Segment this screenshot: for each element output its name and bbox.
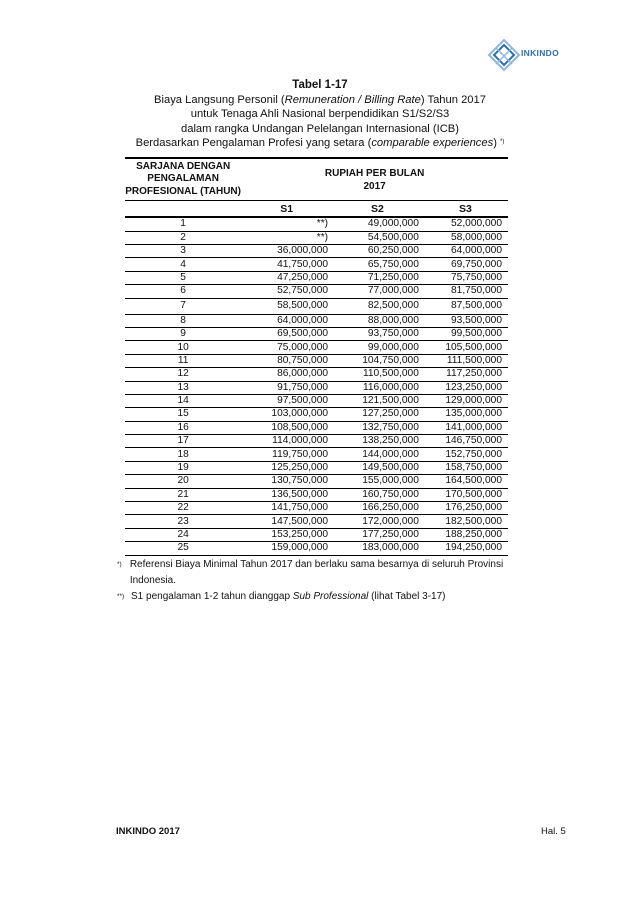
cell-s2: 65,750,000 <box>332 258 423 271</box>
cell-s3: 188,250,000 <box>423 528 508 541</box>
cell-s1: 103,000,000 <box>241 408 332 421</box>
header-rupiah: RUPIAH PER BULAN 2017 <box>241 158 508 201</box>
cell-years: 22 <box>125 502 241 515</box>
table-row <box>125 327 508 340</box>
cell-years: 2 <box>125 231 241 244</box>
cell-s3: 158,750,000 <box>423 461 508 474</box>
footer-org: INKINDO 2017 <box>116 826 180 837</box>
cell-s3: 117,250,000 <box>423 368 508 381</box>
cell-years: 21 <box>125 488 241 501</box>
cell-s1: 64,000,000 <box>241 314 332 327</box>
cell-years: 3 <box>125 245 241 258</box>
table-subheader-row <box>125 201 508 218</box>
table-subtitle-4: Berdasarkan Pengalaman Profesi yang setara (comparable experiences) *) <box>135 137 505 150</box>
table-row <box>125 368 508 381</box>
table-row <box>125 314 508 327</box>
cell-years: 19 <box>125 461 241 474</box>
cell-s2: 60,250,000 <box>332 245 423 258</box>
cell-years: 23 <box>125 515 241 528</box>
table-row <box>125 271 508 284</box>
cell-years: 4 <box>125 258 241 271</box>
cell-s3: 141,000,000 <box>423 421 508 434</box>
cell-s3: 93,500,000 <box>423 314 508 327</box>
cell-s3: 123,250,000 <box>423 381 508 394</box>
table-row <box>125 258 508 271</box>
footnotes <box>117 557 517 605</box>
cell-s3: 64,000,000 <box>423 245 508 258</box>
cell-s2: 104,750,000 <box>332 354 423 367</box>
cell-s2: 71,250,000 <box>332 271 423 284</box>
cell-s1: 125,250,000 <box>241 461 332 474</box>
cell-s2: 166,250,000 <box>332 502 423 515</box>
cell-years: 11 <box>125 354 241 367</box>
cell-years: 14 <box>125 394 241 407</box>
table-row <box>125 245 508 258</box>
cell-s2: 177,250,000 <box>332 528 423 541</box>
rate-table <box>125 157 508 556</box>
cell-s1: 114,000,000 <box>241 435 332 448</box>
cell-years: 7 <box>125 298 241 314</box>
cell-s1: 80,750,000 <box>241 354 332 367</box>
table-row <box>125 435 508 448</box>
table-row <box>125 421 508 434</box>
table-row <box>125 341 508 354</box>
cell-years: 8 <box>125 314 241 327</box>
cell-s2: 116,000,000 <box>332 381 423 394</box>
table-row <box>125 542 508 555</box>
cell-s1: 58,500,000 <box>241 298 332 314</box>
cell-years: 25 <box>125 542 241 555</box>
table-row <box>125 217 508 231</box>
cell-s2: 54,500,000 <box>332 231 423 244</box>
cell-s1: 136,500,000 <box>241 488 332 501</box>
cell-s2: 121,500,000 <box>332 394 423 407</box>
table-row <box>125 408 508 421</box>
table-subtitle-2: untuk Tenaga Ahli Nasional berpendidikan S1/S2/S3 <box>190 108 450 121</box>
table-row <box>125 528 508 541</box>
cell-s1: **) <box>241 231 332 244</box>
footer-page-number: Hal. 5 <box>541 826 566 837</box>
cell-s3: 87,500,000 <box>423 298 508 314</box>
cell-s3: 99,500,000 <box>423 327 508 340</box>
cell-s3: 69,750,000 <box>423 258 508 271</box>
table-header-row <box>125 158 508 201</box>
cell-years: 5 <box>125 271 241 284</box>
cell-years: 20 <box>125 475 241 488</box>
cell-years: 16 <box>125 421 241 434</box>
cell-s3: 129,000,000 <box>423 394 508 407</box>
cell-s1: 41,750,000 <box>241 258 332 271</box>
cell-s1: 108,500,000 <box>241 421 332 434</box>
cell-s3: 58,000,000 <box>423 231 508 244</box>
table-row <box>125 394 508 407</box>
cell-s1: 97,500,000 <box>241 394 332 407</box>
cell-s3: 111,500,000 <box>423 354 508 367</box>
table-row <box>125 461 508 474</box>
table-row <box>125 515 508 528</box>
cell-s3: 182,500,000 <box>423 515 508 528</box>
cell-s3: 176,250,000 <box>423 502 508 515</box>
cell-years: 12 <box>125 368 241 381</box>
cell-years: 6 <box>125 285 241 298</box>
table-row <box>125 502 508 515</box>
table-subtitle-1: Biaya Langsung Personil (Remuneration / Billing Rate) Tahun 2017 <box>154 93 486 106</box>
table-row <box>125 298 508 314</box>
cell-s2: 88,000,000 <box>332 314 423 327</box>
cell-s2: 172,000,000 <box>332 515 423 528</box>
cell-s1: 141,750,000 <box>241 502 332 515</box>
cell-s3: 105,500,000 <box>423 341 508 354</box>
col-s3: S3 <box>423 201 508 218</box>
cell-s2: 93,750,000 <box>332 327 423 340</box>
cell-s3: 81,750,000 <box>423 285 508 298</box>
cell-s1: 36,000,000 <box>241 245 332 258</box>
cell-s1: 147,500,000 <box>241 515 332 528</box>
cell-years: 17 <box>125 435 241 448</box>
cell-s2: 144,000,000 <box>332 448 423 461</box>
cell-s2: 49,000,000 <box>332 217 423 231</box>
cell-s3: 135,000,000 <box>423 408 508 421</box>
table-row <box>125 285 508 298</box>
cell-s2: 155,000,000 <box>332 475 423 488</box>
cell-s2: 127,250,000 <box>332 408 423 421</box>
footnote-1: *) Referensi Biaya Minimal Tahun 2017 dan berlaku sama besarnya di seluruh Provinsi Indonesia. <box>117 559 504 586</box>
cell-s2: 138,250,000 <box>332 435 423 448</box>
cell-s1: 153,250,000 <box>241 528 332 541</box>
cell-years: 13 <box>125 381 241 394</box>
cell-s3: 152,750,000 <box>423 448 508 461</box>
cell-years: 1 <box>125 217 241 231</box>
col-s1: S1 <box>241 201 332 218</box>
cell-s1: 130,750,000 <box>241 475 332 488</box>
inkindo-logo-icon <box>487 36 521 76</box>
cell-s1: 86,000,000 <box>241 368 332 381</box>
table-row <box>125 448 508 461</box>
table-row <box>125 354 508 367</box>
cell-years: 18 <box>125 448 241 461</box>
cell-s2: 183,000,000 <box>332 542 423 555</box>
cell-years: 9 <box>125 327 241 340</box>
inkindo-logo <box>487 36 577 76</box>
cell-s3: 194,250,000 <box>423 542 508 555</box>
table-subtitle-3: dalam rangka Undangan Pelelangan Internasional (ICB) <box>181 122 459 135</box>
cell-s1: 75,000,000 <box>241 341 332 354</box>
cell-s2: 99,000,000 <box>332 341 423 354</box>
cell-s1: 52,750,000 <box>241 285 332 298</box>
footnote-2: **) S1 pengalaman 1-2 tahun dianggap Sub Professional (lihat Tabel 3-17) <box>117 591 446 602</box>
cell-s3: 170,500,000 <box>423 488 508 501</box>
table-row <box>125 475 508 488</box>
cell-s2: 149,500,000 <box>332 461 423 474</box>
cell-s1: 91,750,000 <box>241 381 332 394</box>
cell-s2: 132,750,000 <box>332 421 423 434</box>
cell-years: 24 <box>125 528 241 541</box>
table-title: Tabel 1-17 <box>292 79 348 91</box>
cell-s3: 75,750,000 <box>423 271 508 284</box>
cell-s1: 47,250,000 <box>241 271 332 284</box>
header-experience: SARJANA DENGAN PENGALAMAN PROFESIONAL (TAHUN) <box>125 158 241 201</box>
table-title-block <box>120 78 520 151</box>
cell-s2: 160,750,000 <box>332 488 423 501</box>
cell-s1: 69,500,000 <box>241 327 332 340</box>
cell-s3: 52,000,000 <box>423 217 508 231</box>
logo-text: INKINDO <box>521 48 559 58</box>
table-row <box>125 231 508 244</box>
table-row <box>125 488 508 501</box>
cell-s2: 110,500,000 <box>332 368 423 381</box>
cell-years: 10 <box>125 341 241 354</box>
cell-s1: 119,750,000 <box>241 448 332 461</box>
cell-s3: 146,750,000 <box>423 435 508 448</box>
cell-s1: **) <box>241 217 332 231</box>
cell-years: 15 <box>125 408 241 421</box>
table-row <box>125 381 508 394</box>
cell-s2: 77,000,000 <box>332 285 423 298</box>
cell-s3: 164,500,000 <box>423 475 508 488</box>
cell-s1: 159,000,000 <box>241 542 332 555</box>
cell-s2: 82,500,000 <box>332 298 423 314</box>
col-s2: S2 <box>332 201 423 218</box>
